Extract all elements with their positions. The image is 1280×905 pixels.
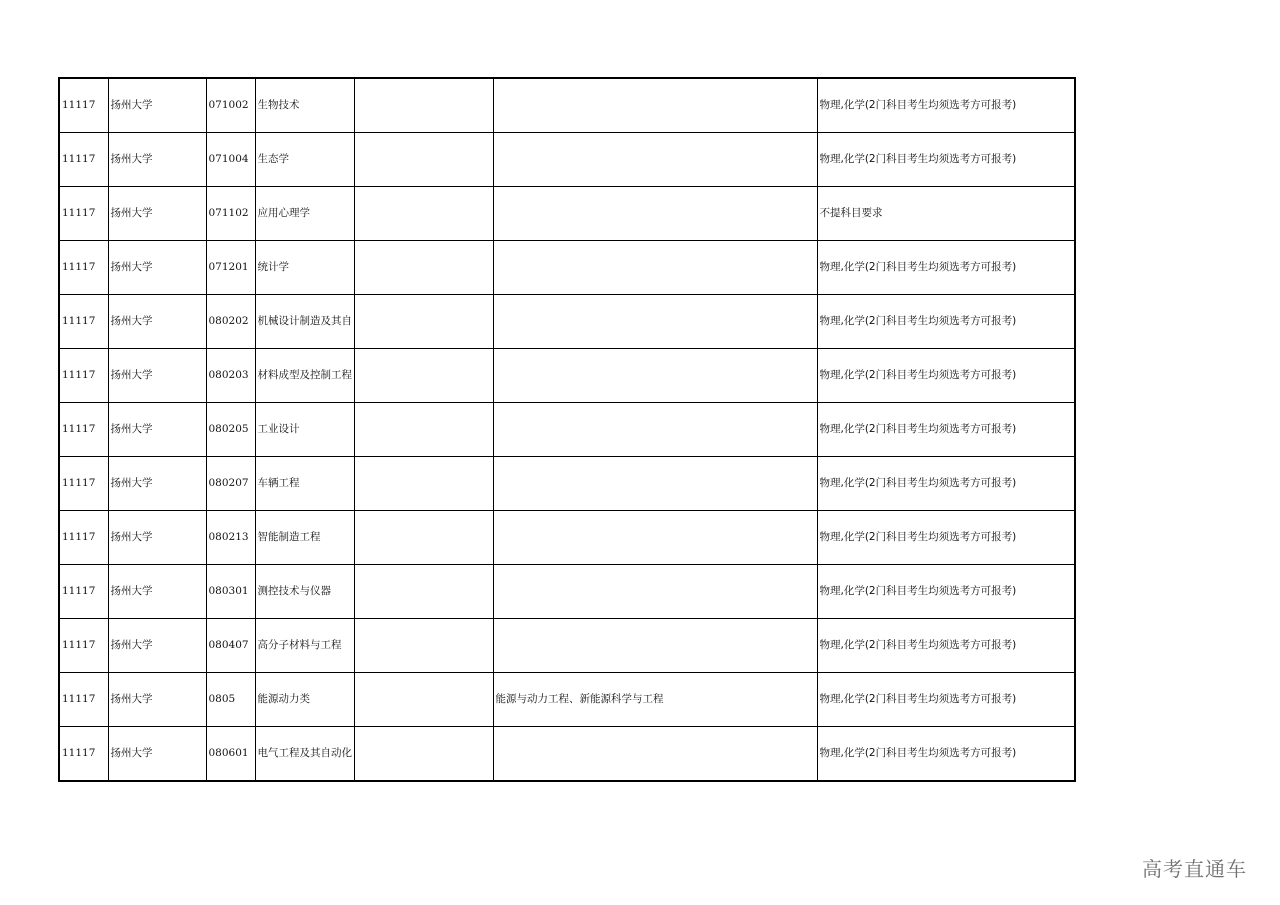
school-name-cell: 扬州大学 <box>108 619 206 673</box>
major-name-cell: 工业设计 <box>255 403 354 457</box>
school-name-cell: 扬州大学 <box>108 457 206 511</box>
table-row <box>59 403 1075 457</box>
major-name-cell: 机械设计制造及其自 <box>255 295 354 349</box>
major-name-cell: 高分子材料与工程 <box>255 619 354 673</box>
empty-cell <box>354 241 493 295</box>
school-name-cell: 扬州大学 <box>108 673 206 727</box>
empty-cell <box>354 78 493 133</box>
major-code-cell: 080301 <box>206 565 255 619</box>
included-majors-cell <box>493 78 817 133</box>
school-code-cell: 11117 <box>59 241 108 295</box>
subject-requirement-cell: 物理,化学(2门科目考生均须选考方可报考) <box>817 673 1075 727</box>
table-row <box>59 133 1075 187</box>
school-code-cell: 11117 <box>59 619 108 673</box>
empty-cell <box>354 565 493 619</box>
school-code-cell: 11117 <box>59 133 108 187</box>
included-majors-cell <box>493 295 817 349</box>
major-code-cell: 071002 <box>206 78 255 133</box>
included-majors-cell <box>493 241 817 295</box>
subject-requirement-cell: 物理,化学(2门科目考生均须选考方可报考) <box>817 457 1075 511</box>
table-row <box>59 349 1075 403</box>
major-name-cell: 测控技术与仪器 <box>255 565 354 619</box>
major-name-cell: 智能制造工程 <box>255 511 354 565</box>
included-majors-cell <box>493 565 817 619</box>
major-code-cell: 080205 <box>206 403 255 457</box>
empty-cell <box>354 133 493 187</box>
school-name-cell: 扬州大学 <box>108 403 206 457</box>
table-row <box>59 565 1075 619</box>
major-name-cell: 车辆工程 <box>255 457 354 511</box>
school-code-cell: 11117 <box>59 727 108 782</box>
table-row <box>59 511 1075 565</box>
school-code-cell: 11117 <box>59 187 108 241</box>
subject-requirement-cell: 物理,化学(2门科目考生均须选考方可报考) <box>817 619 1075 673</box>
included-majors-cell <box>493 457 817 511</box>
school-name-cell: 扬州大学 <box>108 295 206 349</box>
table-row <box>59 295 1075 349</box>
empty-cell <box>354 673 493 727</box>
subject-requirement-cell: 物理,化学(2门科目考生均须选考方可报考) <box>817 403 1075 457</box>
table-body <box>59 78 1075 781</box>
table-row <box>59 727 1075 782</box>
major-code-cell: 071201 <box>206 241 255 295</box>
subject-requirement-cell: 物理,化学(2门科目考生均须选考方可报考) <box>817 349 1075 403</box>
empty-cell <box>354 619 493 673</box>
included-majors-cell <box>493 727 817 782</box>
empty-cell <box>354 349 493 403</box>
major-code-cell: 080213 <box>206 511 255 565</box>
table-row <box>59 241 1075 295</box>
empty-cell <box>354 295 493 349</box>
school-code-cell: 11117 <box>59 565 108 619</box>
major-name-cell: 电气工程及其自动化 <box>255 727 354 782</box>
included-majors-cell <box>493 349 817 403</box>
major-code-cell: 0805 <box>206 673 255 727</box>
table-row <box>59 673 1075 727</box>
school-code-cell: 11117 <box>59 403 108 457</box>
subject-requirement-cell: 不提科目要求 <box>817 187 1075 241</box>
school-name-cell: 扬州大学 <box>108 241 206 295</box>
major-name-cell: 生态学 <box>255 133 354 187</box>
major-code-cell: 071004 <box>206 133 255 187</box>
empty-cell <box>354 511 493 565</box>
table-row <box>59 619 1075 673</box>
major-code-cell: 071102 <box>206 187 255 241</box>
included-majors-cell <box>493 403 817 457</box>
major-name-cell: 材料成型及控制工程 <box>255 349 354 403</box>
empty-cell <box>354 187 493 241</box>
subject-requirement-cell: 物理,化学(2门科目考生均须选考方可报考) <box>817 565 1075 619</box>
subject-requirement-cell: 物理,化学(2门科目考生均须选考方可报考) <box>817 78 1075 133</box>
school-name-cell: 扬州大学 <box>108 727 206 782</box>
major-name-cell: 生物技术 <box>255 78 354 133</box>
empty-cell <box>354 457 493 511</box>
included-majors-cell <box>493 133 817 187</box>
school-code-cell: 11117 <box>59 349 108 403</box>
major-name-cell: 能源动力类 <box>255 673 354 727</box>
watermark-logo-text: 高考直通车 <box>1142 857 1247 881</box>
included-majors-cell <box>493 187 817 241</box>
school-code-cell: 11117 <box>59 511 108 565</box>
table-row <box>59 457 1075 511</box>
major-code-cell: 080407 <box>206 619 255 673</box>
table-row <box>59 187 1075 241</box>
school-code-cell: 11117 <box>59 295 108 349</box>
major-name-cell: 统计学 <box>255 241 354 295</box>
empty-cell <box>354 403 493 457</box>
included-majors-cell <box>493 511 817 565</box>
included-majors-cell <box>493 619 817 673</box>
subject-requirement-cell: 物理,化学(2门科目考生均须选考方可报考) <box>817 295 1075 349</box>
school-name-cell: 扬州大学 <box>108 565 206 619</box>
subject-requirement-cell: 物理,化学(2门科目考生均须选考方可报考) <box>817 241 1075 295</box>
major-code-cell: 080202 <box>206 295 255 349</box>
school-name-cell: 扬州大学 <box>108 133 206 187</box>
subject-requirement-cell: 物理,化学(2门科目考生均须选考方可报考) <box>817 511 1075 565</box>
major-code-cell: 080207 <box>206 457 255 511</box>
school-name-cell: 扬州大学 <box>108 511 206 565</box>
school-name-cell: 扬州大学 <box>108 349 206 403</box>
school-code-cell: 11117 <box>59 457 108 511</box>
major-code-cell: 080203 <box>206 349 255 403</box>
major-code-cell: 080601 <box>206 727 255 782</box>
school-code-cell: 11117 <box>59 78 108 133</box>
school-name-cell: 扬州大学 <box>108 187 206 241</box>
school-code-cell: 11117 <box>59 673 108 727</box>
subject-requirement-cell: 物理,化学(2门科目考生均须选考方可报考) <box>817 133 1075 187</box>
major-name-cell: 应用心理学 <box>255 187 354 241</box>
table-row <box>59 78 1075 133</box>
subject-requirements-table <box>58 77 1076 782</box>
subject-requirement-cell: 物理,化学(2门科目考生均须选考方可报考) <box>817 727 1075 782</box>
empty-cell <box>354 727 493 782</box>
included-majors-cell: 能源与动力工程、新能源科学与工程 <box>493 673 817 727</box>
school-name-cell: 扬州大学 <box>108 78 206 133</box>
